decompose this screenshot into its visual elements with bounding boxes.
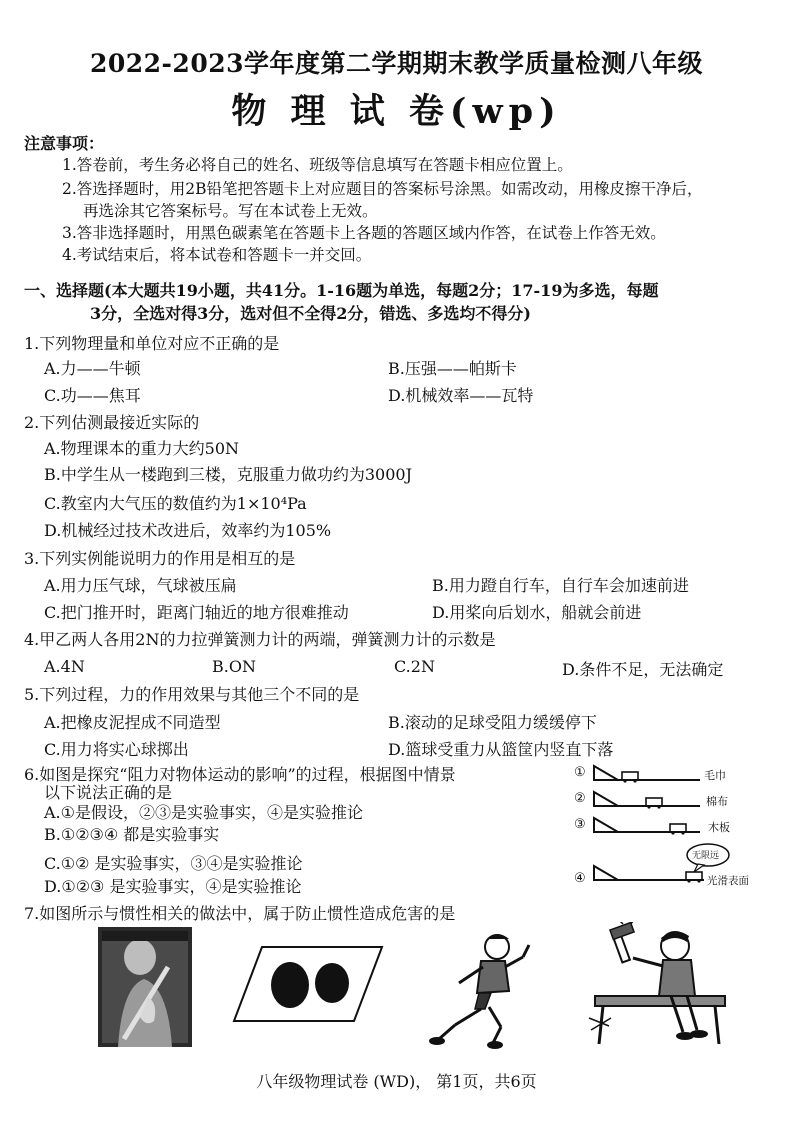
row-1-label: 毛巾 [704,769,726,782]
note-item-4: 4.考试结束后，将本试卷和答题卡一并交回。 [62,246,372,264]
question-4-option-c: C.2N [394,657,435,676]
ramp-row-2 [594,792,700,809]
question-3-option-c: C.把门推开时，距离门轴近的地方很难推动 [44,603,349,622]
bubble-text: 无限远 [692,851,720,861]
note-item-3: 3.答非选择题时，用黑色碳素笔在答题卡上各题的答题区域内作答，在试卷上作答无效。 [62,224,666,242]
question-1-option-a: A.力——牛顿 [44,359,141,378]
question-1-option-b: B.压强——帕斯卡 [388,359,517,378]
page-footer: 八年级物理试卷 (WD)， 第1页，共6页 [256,1072,537,1091]
tile-floor-image [232,945,384,1023]
tile-floor-picture [232,945,384,1023]
section-heading-line2: 3分，全选对得3分，选对但不全得2分，错选、多选均不得分) [90,304,531,323]
section-heading-line1: 一、选择题(本大题共19小题，共41分。1-16题为单选，每题2分；17-19为多选，每题 [24,281,659,300]
seatbelt-photo-image [98,927,192,1047]
question-6-option-a: A.①是假设，②③是实验事实，④是实验推论 [44,803,363,822]
question-5-option-d: D.篮球受重力从篮筐内竖直下落 [388,740,614,759]
question-3-option-d: D.用桨向后划水，船就会前进 [432,603,642,622]
question-7-stem: 7.如图所示与惯性相关的做法中，属于防止惯性造成危害的是 [24,904,456,923]
question-2-stem: 2.下列估测最接近实际的 [24,413,200,432]
question-4-option-b: B.ON [212,657,256,676]
question-3-stem: 3.下列实例能说明力的作用是相互的是 [24,549,296,568]
question-5-option-a: A.把橡皮泥捏成不同造型 [44,713,221,732]
note-item-1: 1.答卷前，考生务必将自己的姓名、班级等信息填写在答题卡相应位置上。 [62,156,573,174]
subject-title: 物 理 试 卷(wp) [231,91,562,132]
notes-heading: 注意事项： [24,134,105,153]
row-4-label: 光滑表面 [707,875,749,887]
question-5-stem: 5.下列过程，力的作用效果与其他三个不同的是 [24,685,360,704]
row-3-number: ③ [574,817,586,832]
friction-experiment-figure [574,760,774,895]
question-1-option-d: D.机械效率——瓦特 [388,386,534,405]
ramp-row-3 [594,818,700,835]
row-1-number: ① [574,765,586,780]
question-4-option-d: D.条件不足，无法确定 [562,660,724,679]
long-jump-runner-picture [425,927,535,1049]
question-4-stem: 4.甲乙两人各用2N的力拉弹簧测力计的两端，弹簧测力计的示数是 [24,630,496,649]
hammer-bench-picture [587,922,727,1050]
question-6-stem: 6.如图是探究“阻力对物体运动的影响”的过程，根据图中情景 [24,765,456,784]
question-5-option-b: B.滚动的足球受阻力缓缓停下 [388,713,597,732]
question-6-option-d: D.①②③ 是实验事实，④是实验推论 [44,877,302,896]
row-2-label: 棉布 [706,795,728,808]
question-2-option-a: A.物理课本的重力大约50N [44,439,240,458]
row-2-number: ② [574,791,586,806]
question-2-option-b: B.中学生从一楼跑到三楼，克服重力做功约为3000J [44,465,412,484]
runner-image [425,927,535,1049]
question-6-option-b: B.①②③④ 都是实验事实 [44,825,220,844]
question-1-option-c: C.功——焦耳 [44,386,141,405]
question-6-option-c: C.①② 是实验事实，③④是实验推论 [44,854,303,873]
note-item-2: 2.答选择题时，用2B铅笔把答题卡上对应题目的答案标号涂黑。如需改动，用橡皮擦干净后， [62,180,703,198]
note-item-2-cont: 再选涂其它答案标号。写在本试卷上无效。 [83,202,378,220]
exam-title: 2022-2023学年度第二学期期末教学质量检测八年级 [89,49,704,78]
row-4-number: ④ [574,871,586,886]
row-3-label: 木板 [708,821,730,834]
seatbelt-photo [98,927,192,1047]
question-1-stem: 1.下列物理量和单位对应不正确的是 [24,334,280,353]
question-6-stem-cont: 以下说法正确的是 [44,783,173,802]
question-3-option-b: B.用力蹬自行车，自行车会加速前进 [432,576,689,595]
question-3-option-a: A.用力压气球，气球被压扁 [44,576,237,595]
question-4-option-a: A.4N [44,657,85,676]
hammer-man-image [587,922,727,1050]
ramp-row-1 [594,766,700,783]
question-2-option-d: D.机械经过技术改进后，效率约为105% [44,521,332,540]
question-5-option-c: C.用力将实心球掷出 [44,740,189,759]
question-2-option-c: C.教室内大气压的数值约为1×10⁴Pa [44,494,307,513]
